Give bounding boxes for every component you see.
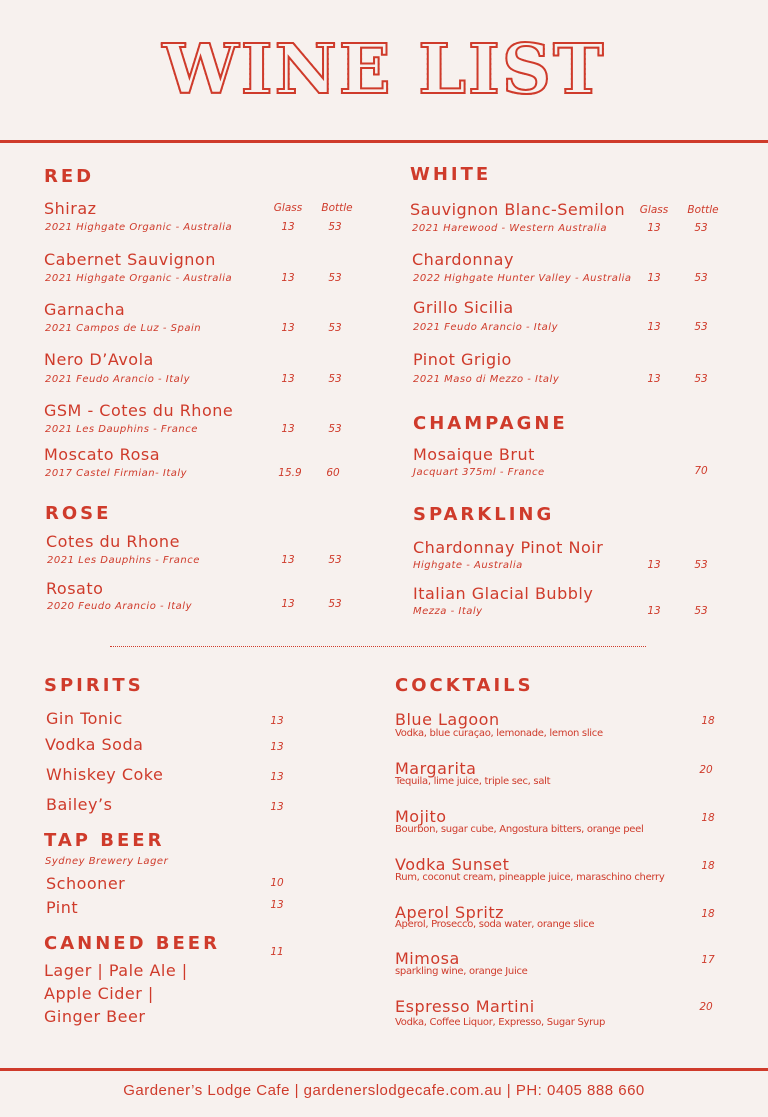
canned-beer-line: Lager | Pale Ale | [44,961,188,980]
wine-origin: 2021 Les Dauphins - France [45,424,198,435]
bottle-price: 70 [694,465,708,477]
rose-heading: ROSE [45,503,112,524]
spirit-name: Vodka Soda [45,735,144,754]
bottle-price: 53 [328,221,342,233]
wine-name: Cotes du Rhone [46,532,180,551]
white-glass-header: Glass [639,204,669,216]
wine-origin: 2021 Harewood - Western Australia [412,223,607,234]
wine-origin: 2017 Castel Firmian- Italy [45,468,188,479]
spirit-name: Whiskey Coke [46,765,164,784]
red-bottle-header: Bottle [321,202,353,214]
champagne-heading: CHAMPAGNE [413,413,568,434]
cocktail-price: 20 [699,764,713,776]
cocktail-name: Mimosa [395,949,460,968]
spirit-price: 13 [270,771,284,783]
beer-price: 10 [270,877,284,889]
canned-beer-line: Ginger Beer [44,1007,146,1026]
canned-beer-heading: CANNED BEER [44,933,220,954]
wine-origin: 2020 Feudo Arancio - Italy [47,601,192,612]
bottle-price: 53 [328,272,342,284]
wine-origin: 2021 Feudo Arancio - Italy [45,374,190,385]
bottle-price: 53 [328,554,342,566]
glass-price: 13 [647,605,661,617]
cocktail-price: 18 [701,715,715,727]
spirit-price: 13 [270,801,284,813]
beer-size: Schooner [46,874,126,893]
cocktails-heading: COCKTAILS [395,675,534,696]
glass-price: 13 [647,373,661,385]
spirit-name: Bailey’s [46,795,113,814]
spirit-name: Gin Tonic [46,709,123,728]
bottle-price: 53 [694,559,708,571]
tap-beer-brand: Sydney Brewery Lager [45,856,169,867]
glass-price: 13 [647,559,661,571]
cocktail-name: Espresso Martini [395,997,535,1016]
cocktail-price: 18 [701,860,715,872]
wine-name: Chardonnay Pinot Noir [413,538,604,557]
wine-origin: Mezza - Italy [413,606,483,617]
wine-origin: 2021 Campos de Luz - Spain [45,323,202,334]
wine-name: Mosaique Brut [413,445,535,464]
section-divider [110,646,646,647]
cocktail-description: sparkling wine, orange Juice [395,966,528,977]
bottle-price: 53 [328,423,342,435]
bottle-price: 53 [328,373,342,385]
wine-name: Grillo Sicilia [413,298,514,317]
beer-size: Pint [46,898,79,917]
wine-name: Rosato [46,579,104,598]
wine-name: Italian Glacial Bubbly [413,584,594,603]
glass-price: 13 [281,598,295,610]
red-glass-header: Glass [273,202,303,214]
glass-price: 13 [281,423,295,435]
glass-price: 15.9 [278,467,302,479]
glass-price: 13 [281,221,295,233]
footer-contact: Gardener’s Lodge Cafe | gardenerslodgecafe.com.au | PH: 0405 888 660 [123,1082,645,1099]
wine-origin: Jacquart 375ml - France [413,467,545,478]
glass-price: 13 [281,373,295,385]
bottle-price: 53 [694,222,708,234]
cocktail-description: Aperol, Prosecco, soda water, orange slice [395,919,595,930]
bottle-price: 53 [694,272,708,284]
wine-origin: 2021 Les Dauphins - France [47,555,200,566]
top-divider [0,140,768,143]
wine-name: Cabernet Sauvignon [44,250,216,269]
cocktail-description: Vodka, Coffee Liquor, Expresso, Sugar Syrup [395,1017,606,1028]
wine-name: Pinot Grigio [413,350,512,369]
wine-name: GSM - Cotes du Rhone [44,401,234,420]
wine-origin: 2021 Maso di Mezzo - Italy [413,374,560,385]
bottle-price: 53 [328,322,342,334]
wine-name: Moscato Rosa [44,445,161,464]
cocktail-description: Vodka, blue curaçao, lemonade, lemon slice [395,728,603,739]
wine-name: Nero D’Avola [44,350,154,369]
cocktail-name: Aperol Spritz [395,903,504,922]
cocktail-description: Tequila, lime juice, triple sec, salt [395,776,551,787]
glass-price: 13 [647,321,661,333]
canned-beer-price: 11 [270,946,284,958]
spirit-price: 13 [270,715,284,727]
cocktail-name: Vodka Sunset [395,855,510,874]
bottle-price: 53 [694,321,708,333]
wine-name: Chardonnay [412,250,514,269]
bottle-price: 53 [694,373,708,385]
wine-name: Garnacha [44,300,126,319]
cocktail-price: 20 [699,1001,713,1013]
cocktail-price: 17 [701,954,715,966]
wine-origin: 2021 Highgate Organic - Australia [45,222,233,233]
red-heading: RED [44,166,95,187]
wine-name: Shiraz [44,199,97,218]
canned-beer-line: Apple Cider | [44,984,154,1003]
cocktail-price: 18 [701,812,715,824]
spirit-price: 13 [270,741,284,753]
glass-price: 13 [647,272,661,284]
cocktail-price: 18 [701,908,715,920]
wine-origin: 2021 Feudo Arancio - Italy [413,322,558,333]
cocktail-name: Blue Lagoon [395,710,500,729]
glass-price: 13 [647,222,661,234]
glass-price: 13 [281,322,295,334]
bottom-divider [0,1068,768,1071]
cocktail-description: Bourbon, sugar cube, Angostura bitters, orange peel [395,824,644,835]
bottle-price: 53 [328,598,342,610]
spirits-heading: SPIRITS [44,675,144,696]
page-title: WINE LIST [0,28,768,112]
cocktail-name: Margarita [395,759,477,778]
cocktail-name: Mojito [395,807,447,826]
bottle-price: 60 [326,467,340,479]
white-heading: WHITE [410,164,492,185]
glass-price: 13 [281,272,295,284]
beer-price: 13 [270,899,284,911]
glass-price: 13 [281,554,295,566]
wine-origin: 2022 Highgate Hunter Valley - Australia [413,273,632,284]
wine-name: Sauvignon Blanc-Semilon [410,200,626,219]
tap-beer-heading: TAP BEER [44,830,165,851]
sparkling-heading: SPARKLING [413,504,555,525]
bottle-price: 53 [694,605,708,617]
wine-origin: Highgate - Australia [413,560,523,571]
wine-origin: 2021 Highgate Organic - Australia [45,273,233,284]
white-bottle-header: Bottle [687,204,719,216]
cocktail-description: Rum, coconut cream, pineapple juice, maraschino cherry [395,872,665,883]
